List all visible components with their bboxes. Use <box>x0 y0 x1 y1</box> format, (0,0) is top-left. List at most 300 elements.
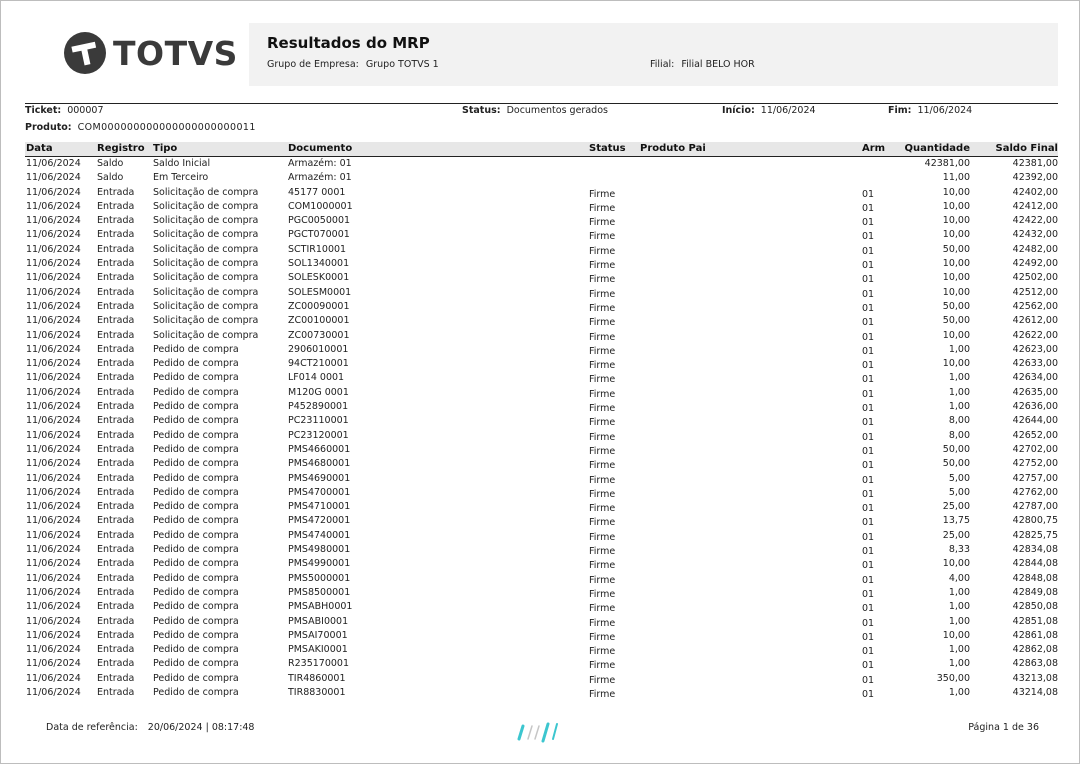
cell-quantidade: 8,00 <box>948 429 970 441</box>
cell-quantidade: 10,00 <box>942 358 970 370</box>
cell-tipo: Em Terceiro <box>153 172 209 184</box>
fim-info <box>888 105 972 116</box>
cell-documento: TIR4860001 <box>288 672 346 684</box>
status-value: Documentos gerados <box>506 105 608 116</box>
cell-tipo: Pedido de compra <box>153 443 239 455</box>
cell-quantidade: 1,00 <box>948 386 970 398</box>
cell-tipo: Solicitação de compra <box>153 200 259 212</box>
cell-quantidade: 50,00 <box>942 243 970 255</box>
cell-registro: Entrada <box>97 372 135 384</box>
report-title: Resultados do MRP <box>267 34 430 52</box>
table-row <box>25 314 1058 328</box>
cell-tipo: Pedido de compra <box>153 544 239 556</box>
table-row <box>25 271 1058 285</box>
cell-data: 11/06/2024 <box>26 300 81 312</box>
cell-quantidade: 10,00 <box>942 286 970 298</box>
produto-info <box>25 122 256 133</box>
cell-data: 11/06/2024 <box>26 315 81 327</box>
cell-tipo: Solicitação de compra <box>153 315 259 327</box>
cell-status: Firme <box>589 331 616 343</box>
table-row <box>25 243 1058 257</box>
cell-tipo: Pedido de compra <box>153 486 239 498</box>
produto-value: COM000000000000000000000011 <box>77 122 256 133</box>
cell-data: 11/06/2024 <box>26 472 81 484</box>
cell-status: Firme <box>589 631 616 643</box>
cell-documento: PGC0050001 <box>288 215 351 227</box>
cell-tipo: Pedido de compra <box>153 686 239 698</box>
table-row <box>25 343 1058 357</box>
cell-arm: 01 <box>862 331 875 343</box>
table-row <box>25 500 1058 514</box>
ref-label: Data de referência: <box>46 722 138 733</box>
cell-saldo-final: 42757,00 <box>1012 472 1058 484</box>
cell-data: 11/06/2024 <box>26 386 81 398</box>
cell-saldo-final: 42502,00 <box>1012 272 1058 284</box>
cell-documento: PMSAKI0001 <box>288 644 348 656</box>
cell-saldo-final: 42412,00 <box>1012 200 1058 212</box>
cell-arm: 01 <box>862 302 875 314</box>
cell-saldo-final: 42787,00 <box>1012 501 1058 513</box>
cell-saldo-final: 43213,08 <box>1012 672 1058 684</box>
cell-status: Firme <box>589 431 616 443</box>
cell-registro: Entrada <box>97 601 135 613</box>
cell-quantidade: 5,00 <box>948 472 970 484</box>
table-row <box>25 228 1058 242</box>
cell-status: Firme <box>589 374 616 386</box>
cell-quantidade: 1,00 <box>948 401 970 413</box>
cell-registro: Entrada <box>97 443 135 455</box>
cell-saldo-final: 42402,00 <box>1012 186 1058 198</box>
cell-data: 11/06/2024 <box>26 172 81 184</box>
cell-status: Firme <box>589 688 616 700</box>
cell-data: 11/06/2024 <box>26 486 81 498</box>
cell-arm: 01 <box>862 631 875 643</box>
cell-status: Firme <box>589 603 616 615</box>
table-row <box>25 572 1058 586</box>
cell-tipo: Pedido de compra <box>153 343 239 355</box>
fim-label: Fim: <box>888 105 912 116</box>
cell-saldo-final: 43214,08 <box>1012 686 1058 698</box>
table-row <box>25 657 1058 671</box>
cell-status: Firme <box>589 546 616 558</box>
cell-tipo: Solicitação de compra <box>153 258 259 270</box>
totvs-logo <box>63 31 238 75</box>
cell-tipo: Solicitação de compra <box>153 243 259 255</box>
cell-status: Firme <box>589 646 616 658</box>
cell-status: Firme <box>589 274 616 286</box>
filial <box>650 59 755 70</box>
table-row <box>25 186 1058 200</box>
cell-saldo-final: 42848,08 <box>1012 572 1058 584</box>
table-row <box>25 600 1058 614</box>
cell-quantidade: 42381,00 <box>924 158 970 169</box>
cell-data: 11/06/2024 <box>26 429 81 441</box>
table-row <box>25 300 1058 314</box>
cell-arm: 01 <box>862 674 875 686</box>
cell-registro: Entrada <box>97 558 135 570</box>
cell-quantidade: 10,00 <box>942 558 970 570</box>
cell-documento: SOLESM0001 <box>288 286 352 298</box>
cell-tipo: Solicitação de compra <box>153 300 259 312</box>
cell-quantidade: 1,00 <box>948 601 970 613</box>
cell-data: 11/06/2024 <box>26 501 81 513</box>
cell-quantidade: 1,00 <box>948 343 970 355</box>
cell-registro: Entrada <box>97 586 135 598</box>
cell-status: Firme <box>589 188 616 200</box>
cell-quantidade: 11,00 <box>942 172 970 184</box>
cell-tipo: Pedido de compra <box>153 501 239 513</box>
cell-data: 11/06/2024 <box>26 629 81 641</box>
cell-arm: 01 <box>862 317 875 329</box>
cell-status: Firme <box>589 231 616 243</box>
cell-arm: 01 <box>862 531 875 543</box>
cell-quantidade: 10,00 <box>942 629 970 641</box>
col-registro: Registro <box>97 143 145 154</box>
col-documento: Documento <box>288 143 353 154</box>
cell-registro: Entrada <box>97 629 135 641</box>
grupo-empresa <box>267 59 439 70</box>
cell-status: Firme <box>589 474 616 486</box>
cell-tipo: Solicitação de compra <box>153 286 259 298</box>
cell-arm: 01 <box>862 503 875 515</box>
cell-arm: 01 <box>862 288 875 300</box>
cell-data: 11/06/2024 <box>26 243 81 255</box>
col-produto-pai: Produto Pai <box>640 143 706 154</box>
cell-data: 11/06/2024 <box>26 343 81 355</box>
cell-tipo: Pedido de compra <box>153 401 239 413</box>
table-row <box>25 615 1058 629</box>
cell-status: Firme <box>589 517 616 529</box>
totvs-logo-text: TOTVS <box>113 33 238 73</box>
cell-data: 11/06/2024 <box>26 372 81 384</box>
cell-data: 11/06/2024 <box>26 644 81 656</box>
cell-arm: 01 <box>862 217 875 229</box>
cell-status: Firme <box>589 388 616 400</box>
cell-quantidade: 8,33 <box>948 544 970 556</box>
table-row <box>25 429 1058 443</box>
cell-saldo-final: 42861,08 <box>1012 629 1058 641</box>
cell-data: 11/06/2024 <box>26 215 81 227</box>
cell-documento: SCTIR10001 <box>288 243 347 255</box>
col-saldo-final: Saldo Final <box>995 143 1058 154</box>
table-row <box>25 329 1058 343</box>
filial-label: Filial: <box>650 59 675 70</box>
cell-quantidade: 5,00 <box>948 486 970 498</box>
cell-saldo-final: 42392,00 <box>1012 172 1058 184</box>
table-row <box>25 357 1058 371</box>
cell-quantidade: 10,00 <box>942 258 970 270</box>
cell-registro: Entrada <box>97 272 135 284</box>
cell-saldo-final: 42492,00 <box>1012 258 1058 270</box>
cell-arm: 01 <box>862 560 875 572</box>
table-row <box>25 171 1058 185</box>
cell-data: 11/06/2024 <box>26 658 81 670</box>
cell-status: Firme <box>589 260 616 272</box>
cell-quantidade: 1,00 <box>948 372 970 384</box>
cell-documento: PMSABH0001 <box>288 601 353 613</box>
ref-time: 08:17:48 <box>211 722 255 733</box>
cell-tipo: Pedido de compra <box>153 429 239 441</box>
cell-quantidade: 1,00 <box>948 615 970 627</box>
cell-saldo-final: 42635,00 <box>1012 386 1058 398</box>
col-tipo: Tipo <box>153 143 178 154</box>
cell-registro: Entrada <box>97 215 135 227</box>
inicio-info <box>722 105 816 116</box>
cell-tipo: Pedido de compra <box>153 586 239 598</box>
cell-saldo-final: 42612,00 <box>1012 315 1058 327</box>
cell-quantidade: 8,00 <box>948 415 970 427</box>
filial-value: Filial BELO HOR <box>681 59 755 70</box>
cell-quantidade: 1,00 <box>948 658 970 670</box>
cell-status: Firme <box>589 574 616 586</box>
cell-status: Firme <box>589 531 616 543</box>
page-of: de <box>1012 722 1024 733</box>
cell-registro: Entrada <box>97 200 135 212</box>
cell-status: Firme <box>589 403 616 415</box>
table-row <box>25 214 1058 228</box>
cell-data: 11/06/2024 <box>26 586 81 598</box>
table-row <box>25 586 1058 600</box>
cell-tipo: Pedido de compra <box>153 629 239 641</box>
inicio-value: 11/06/2024 <box>760 105 816 116</box>
cell-saldo-final: 42702,00 <box>1012 443 1058 455</box>
cell-status: Firme <box>589 660 616 672</box>
cell-documento: R235170001 <box>288 658 349 670</box>
cell-saldo-final: 42623,00 <box>1012 343 1058 355</box>
cell-tipo: Pedido de compra <box>153 472 239 484</box>
table-row <box>25 386 1058 400</box>
cell-quantidade: 50,00 <box>942 300 970 312</box>
cell-documento: PMS4740001 <box>288 529 351 541</box>
cell-data: 11/06/2024 <box>26 329 81 341</box>
cell-tipo: Pedido de compra <box>153 415 239 427</box>
cell-arm: 01 <box>862 417 875 429</box>
cell-documento: LF014 0001 <box>288 372 345 384</box>
cell-documento: SOLESK0001 <box>288 272 350 284</box>
page-indicator <box>968 722 1039 733</box>
cell-arm: 01 <box>862 603 875 615</box>
cell-tipo: Pedido de compra <box>153 358 239 370</box>
table-row <box>25 257 1058 271</box>
cell-quantidade: 50,00 <box>942 315 970 327</box>
cell-tipo: Pedido de compra <box>153 558 239 570</box>
cell-quantidade: 10,00 <box>942 215 970 227</box>
cell-tipo: Pedido de compra <box>153 515 239 527</box>
cell-tipo: Pedido de compra <box>153 372 239 384</box>
cell-quantidade: 25,00 <box>942 529 970 541</box>
cell-documento: 94CT210001 <box>288 358 349 370</box>
cell-documento: PMS8500001 <box>288 586 351 598</box>
cell-registro: Entrada <box>97 658 135 670</box>
cell-registro: Entrada <box>97 486 135 498</box>
cell-saldo-final: 42862,08 <box>1012 644 1058 656</box>
cell-documento: Armazém: 01 <box>288 172 352 184</box>
page-current: 1 <box>1002 722 1009 733</box>
cell-quantidade: 1,00 <box>948 644 970 656</box>
cell-saldo-final: 42849,08 <box>1012 586 1058 598</box>
cell-arm: 01 <box>862 388 875 400</box>
cell-tipo: Solicitação de compra <box>153 215 259 227</box>
cell-documento: PMSABI0001 <box>288 615 349 627</box>
ref-date: 20/06/2024 <box>147 722 203 733</box>
status-info <box>462 105 608 116</box>
cell-data: 11/06/2024 <box>26 615 81 627</box>
cell-tipo: Pedido de compra <box>153 529 239 541</box>
cell-arm: 01 <box>862 517 875 529</box>
cell-arm: 01 <box>862 202 875 214</box>
cell-status: Firme <box>589 588 616 600</box>
cell-saldo-final: 42652,00 <box>1012 429 1058 441</box>
table-row <box>25 686 1058 700</box>
cell-data: 11/06/2024 <box>26 515 81 527</box>
table-row <box>25 643 1058 657</box>
cell-documento: M120G 0001 <box>288 386 349 398</box>
cell-arm: 01 <box>862 345 875 357</box>
cell-documento: PMS4660001 <box>288 443 351 455</box>
grupo-empresa-value: Grupo TOTVS 1 <box>365 59 439 70</box>
cell-documento: Armazém: 01 <box>288 158 352 169</box>
table-row <box>25 543 1058 557</box>
cell-arm: 01 <box>862 245 875 257</box>
cell-documento: PMS4680001 <box>288 458 351 470</box>
cell-tipo: Solicitação de compra <box>153 329 259 341</box>
cell-data: 11/06/2024 <box>26 186 81 198</box>
cell-registro: Saldo <box>97 172 124 184</box>
cell-documento: SOL1340001 <box>288 258 350 270</box>
cell-registro: Entrada <box>97 315 135 327</box>
info-divider <box>25 103 1058 104</box>
table-row <box>25 486 1058 500</box>
cell-arm: 01 <box>862 588 875 600</box>
cell-arm: 01 <box>862 360 875 372</box>
cell-tipo: Pedido de compra <box>153 658 239 670</box>
cell-status: Firme <box>589 674 616 686</box>
cell-registro: Saldo <box>97 158 124 169</box>
cell-saldo-final: 42834,08 <box>1012 544 1058 556</box>
cell-data: 11/06/2024 <box>26 258 81 270</box>
cell-tipo: Pedido de compra <box>153 601 239 613</box>
cell-quantidade: 10,00 <box>942 200 970 212</box>
cell-documento: ZC00730001 <box>288 329 350 341</box>
cell-arm: 01 <box>862 445 875 457</box>
cell-status: Firme <box>589 417 616 429</box>
cell-saldo-final: 42432,00 <box>1012 229 1058 241</box>
grupo-empresa-label: Grupo de Empresa: <box>267 59 359 70</box>
cell-arm: 01 <box>862 617 875 629</box>
cell-documento: 2906010001 <box>288 343 349 355</box>
cell-documento: 45177 0001 <box>288 186 346 198</box>
inicio-label: Início: <box>722 105 755 116</box>
cell-documento: PMS4990001 <box>288 558 351 570</box>
cell-registro: Entrada <box>97 544 135 556</box>
cell-tipo: Pedido de compra <box>153 615 239 627</box>
table-row <box>25 286 1058 300</box>
cell-registro: Entrada <box>97 458 135 470</box>
cell-status: Firme <box>589 445 616 457</box>
table-header <box>25 142 1058 157</box>
cell-quantidade: 10,00 <box>942 329 970 341</box>
cell-arm: 01 <box>862 403 875 415</box>
cell-tipo: Pedido de compra <box>153 672 239 684</box>
cell-arm: 01 <box>862 260 875 272</box>
cell-quantidade: 50,00 <box>942 443 970 455</box>
cell-data: 11/06/2024 <box>26 158 81 169</box>
fim-value: 11/06/2024 <box>917 105 973 116</box>
cell-documento: COM1000001 <box>288 200 353 212</box>
cell-tipo: Pedido de compra <box>153 458 239 470</box>
table-row <box>25 557 1058 571</box>
cell-saldo-final: 42752,00 <box>1012 458 1058 470</box>
cell-registro: Entrada <box>97 644 135 656</box>
cell-quantidade: 10,00 <box>942 272 970 284</box>
cell-status: Firme <box>589 317 616 329</box>
cell-status: Firme <box>589 617 616 629</box>
cell-status: Firme <box>589 345 616 357</box>
cell-quantidade: 1,00 <box>948 686 970 698</box>
cell-arm: 01 <box>862 660 875 672</box>
cell-registro: Entrada <box>97 401 135 413</box>
totvs-logo-icon <box>63 31 107 75</box>
cell-saldo-final: 42825,75 <box>1012 529 1058 541</box>
cell-registro: Entrada <box>97 229 135 241</box>
cell-data: 11/06/2024 <box>26 415 81 427</box>
cell-saldo-final: 42851,08 <box>1012 615 1058 627</box>
ticket-label: Ticket: <box>25 105 62 116</box>
table-row <box>25 400 1058 414</box>
cell-tipo: Pedido de compra <box>153 644 239 656</box>
cell-saldo-final: 42482,00 <box>1012 243 1058 255</box>
cell-tipo: Solicitação de compra <box>153 186 259 198</box>
cell-saldo-final: 42800,75 <box>1012 515 1058 527</box>
table-row <box>25 157 1058 171</box>
cell-quantidade: 10,00 <box>942 186 970 198</box>
cell-saldo-final: 42863,08 <box>1012 658 1058 670</box>
cell-quantidade: 50,00 <box>942 458 970 470</box>
cell-status: Firme <box>589 488 616 500</box>
cell-registro: Entrada <box>97 243 135 255</box>
cell-registro: Entrada <box>97 529 135 541</box>
cell-arm: 01 <box>862 374 875 386</box>
cell-arm: 01 <box>862 274 875 286</box>
cell-saldo-final: 42562,00 <box>1012 300 1058 312</box>
cell-registro: Entrada <box>97 572 135 584</box>
cell-tipo: Solicitação de compra <box>153 272 259 284</box>
page-total: 36 <box>1026 722 1039 733</box>
cell-data: 11/06/2024 <box>26 286 81 298</box>
cell-saldo-final: 42636,00 <box>1012 401 1058 413</box>
cell-data: 11/06/2024 <box>26 272 81 284</box>
cell-documento: PMS5000001 <box>288 572 351 584</box>
cell-status: Firme <box>589 360 616 372</box>
cell-saldo-final: 42422,00 <box>1012 215 1058 227</box>
cell-status: Firme <box>589 217 616 229</box>
cell-data: 11/06/2024 <box>26 401 81 413</box>
cell-documento: PMSAI70001 <box>288 629 348 641</box>
cell-data: 11/06/2024 <box>26 529 81 541</box>
cell-quantidade: 350,00 <box>936 672 970 684</box>
cell-registro: Entrada <box>97 343 135 355</box>
cell-data: 11/06/2024 <box>26 229 81 241</box>
cell-saldo-final: 42634,00 <box>1012 372 1058 384</box>
table-row <box>25 514 1058 528</box>
table-row <box>25 472 1058 486</box>
cell-arm: 01 <box>862 688 875 700</box>
cell-quantidade: 10,00 <box>942 229 970 241</box>
cell-status: Firme <box>589 245 616 257</box>
cell-documento: P452890001 <box>288 401 349 413</box>
table-row <box>25 629 1058 643</box>
report-header <box>249 23 1058 86</box>
